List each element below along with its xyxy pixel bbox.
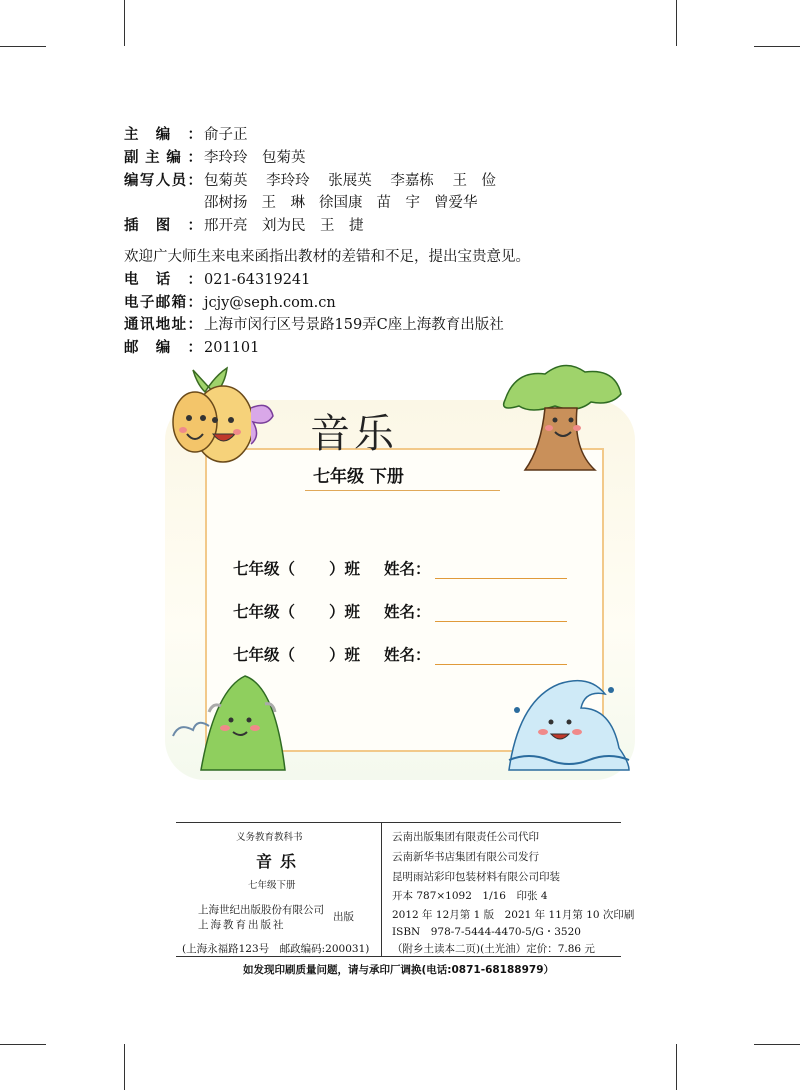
contact-label: 通讯地址：: [124, 317, 202, 334]
price-line: （附乡土读本二页)(土光油）定价：7.86 元: [392, 943, 595, 955]
crop-mark: [0, 1044, 46, 1045]
print-info-line: 2012 年 12月第 1 版 2021 年 11月第 10 次印刷: [392, 909, 635, 921]
author-name: 李玲玲: [266, 172, 310, 189]
subtitle-underline: [305, 490, 500, 491]
author-name: 包菊英: [204, 172, 248, 189]
crop-mark: [676, 1044, 677, 1090]
contact-label: 邮编：: [124, 340, 202, 357]
credit-row: [124, 124, 530, 147]
crop-mark: [676, 0, 677, 46]
contact-label: 电子邮箱：: [124, 294, 202, 311]
author-name: 王 琳: [261, 195, 305, 212]
book-subtitle: 七年级 下册: [313, 467, 404, 487]
imprint-book-title: 音乐: [256, 852, 305, 871]
credit-row: [124, 215, 530, 238]
credit-row-continued: [124, 192, 530, 215]
credit-row: [124, 147, 530, 170]
name-label: 姓名：: [384, 646, 431, 664]
name-form-row: [233, 536, 567, 579]
contact-label: 电话：: [124, 271, 202, 288]
tree-illustration: [485, 360, 635, 480]
grade-label: 七年级（: [233, 603, 296, 621]
print-quality-notice: 如发现印刷质量问题，请与承印厂调换(电话:0871-68188979）: [242, 964, 555, 976]
name-form-row: [233, 622, 567, 665]
author-name: 邵树扬: [204, 195, 248, 212]
print-info-line: 云南新华书店集团有限公司发行: [392, 851, 539, 863]
mountain-illustration: [165, 650, 305, 780]
cover-illustration: [165, 360, 635, 780]
print-info-line: 昆明雨站彩印包装材料有限公司印装: [392, 871, 560, 883]
credit-label: 编写人员：: [124, 172, 202, 189]
grade-label: 七年级（: [233, 560, 296, 578]
email-value: jcjy@seph.com.cn: [204, 294, 336, 311]
address-value: 上海市闵行区号景路159弄C座上海教育出版社: [204, 317, 504, 334]
publisher-name: 上海教育出版社: [198, 919, 286, 931]
imprint-grade: 七年级下册: [248, 880, 296, 891]
name-blank-line: [435, 562, 567, 579]
feedback-message: 欢迎广大师生来电来函指出教材的差错和不足，提出宝贵意见。: [124, 248, 530, 265]
name-label: 姓名：: [384, 560, 431, 578]
credit-names: [204, 170, 510, 193]
author-name: 王 俭: [452, 172, 496, 189]
drama-masks-illustration: [165, 360, 285, 480]
class-label: ）班: [329, 646, 361, 664]
book-title: 音乐: [310, 411, 398, 457]
publisher-address: (上海永福路123号 邮政编码:200031): [182, 943, 370, 955]
author-name: 徐国康: [319, 195, 363, 212]
contact-row: [124, 292, 530, 315]
author-name: 苗 宇: [376, 195, 420, 212]
copyright-right: [382, 823, 635, 956]
crop-mark: [754, 46, 800, 47]
grade-label: 七年级（: [233, 646, 296, 664]
wave-illustration: [495, 650, 635, 780]
credits-block: [124, 124, 530, 360]
print-info-line: 云南出版集团有限责任公司代印: [392, 831, 539, 843]
contact-row: [124, 337, 530, 360]
contact-row: [124, 314, 530, 337]
name-form-row: [233, 579, 567, 622]
credit-label: 副主编：: [124, 149, 202, 166]
author-name: 李嘉栋: [390, 172, 434, 189]
credit-label: 插图：: [124, 218, 202, 235]
credit-value: 邢开亮 刘为民 王 捷: [204, 218, 364, 235]
crop-mark: [124, 1044, 125, 1090]
phone-value: 021-64319241: [204, 271, 311, 288]
name-blank-line: [435, 605, 567, 622]
class-label: ）班: [329, 603, 361, 621]
credit-value: 俞子正: [204, 127, 248, 143]
crop-mark: [0, 46, 46, 47]
copyright-block: [176, 822, 635, 977]
isbn-line: ISBN 978-7-5444-4470-5/G・3520: [392, 926, 581, 938]
publish-tag: 出版: [333, 911, 354, 923]
name-label: 姓名：: [384, 603, 431, 621]
credit-value: 李玲玲 包菊英: [204, 149, 306, 166]
crop-mark: [124, 0, 125, 46]
author-name: 张展英: [328, 172, 372, 189]
copyright-left: [176, 823, 382, 956]
name-blank-line: [435, 648, 567, 665]
name-form: [233, 536, 567, 665]
publisher-name: 上海世纪出版股份有限公司: [198, 904, 324, 916]
credit-label: 主编：: [124, 127, 202, 143]
author-name: 曾爱华: [434, 195, 478, 212]
postcode-value: 201101: [204, 340, 260, 357]
crop-mark: [754, 1044, 800, 1045]
series-name: 义务教育教科书: [236, 832, 303, 843]
class-label: ）班: [329, 560, 361, 578]
credit-row: [124, 170, 530, 193]
print-info-line: 开本 787×1092 1/16 印张 4: [392, 890, 548, 902]
contact-row: [124, 269, 530, 292]
